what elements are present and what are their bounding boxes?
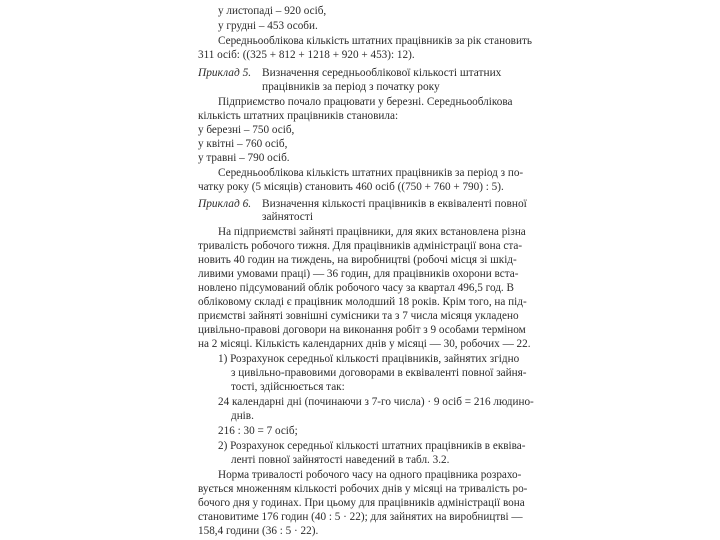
example-label: Приклад 6. bbox=[198, 198, 252, 210]
text-line: ливими умовами праці) — 36 годин, для працівників охорони вста- bbox=[198, 268, 519, 280]
example-title: Визначення середньооблікової кількості штатних bbox=[262, 67, 502, 79]
text-line: зайнятості bbox=[262, 211, 313, 223]
text-line: ленті повної зайнятості наведений в табл. 3.2. bbox=[231, 454, 450, 466]
text-line: Середньооблікова кількість штатних працівників за рік становить bbox=[218, 35, 532, 47]
text-line: у грудні – 453 особи. bbox=[218, 20, 318, 32]
text-line: Норма тривалості робочого часу на одного працівника розрахо- bbox=[218, 469, 522, 481]
list-item: 2) Розрахунок середньої кількості штатних працівників в еквіва- bbox=[218, 440, 526, 452]
text-line: обліковому складі є працівник молодший 18 років. Крім того, на під- bbox=[198, 296, 527, 308]
text-line: новить 40 годин на тиждень, на виробництві (робочі місця зі шкід- bbox=[198, 254, 517, 266]
text-line: 24 календарні дні (починаючи з 7-го числа) · 9 осіб = 216 людино- bbox=[218, 396, 534, 408]
example-label: Приклад 5. bbox=[198, 67, 252, 79]
text-line: На підприємстві зайняті працівники, для яких встановлена різна bbox=[218, 226, 526, 238]
text-line: 158,4 години (36 : 5 · 22). bbox=[198, 525, 319, 537]
text-line: у листопаді – 920 осіб, bbox=[218, 5, 327, 17]
text-line: тривалість робочого тижня. Для працівників адміністрації вона ста- bbox=[198, 240, 523, 252]
text-line: приємстві зайняті зовнішні сумісники та з 7 числа місяця укладено bbox=[198, 310, 519, 322]
text-line: днів. bbox=[231, 410, 254, 422]
text-line: з цивільно-правовими договорами в еквіваленті повної зайня- bbox=[231, 367, 527, 379]
list-item: 1) Розрахунок середньої кількості працівників, зайнятих згідно bbox=[218, 353, 520, 365]
example-6-heading bbox=[198, 198, 527, 211]
text-line: новлено підсумований облік робочого часу за квартал 496,5 год. В bbox=[198, 282, 514, 294]
text-line: становитиме 176 годин (40 : 5 · 22); для зайнятих на виробництві — bbox=[198, 511, 523, 523]
text-line: Середньооблікова кількість штатних працівників за період з по- bbox=[218, 167, 524, 179]
text-line: 216 : 30 = 7 осіб; bbox=[218, 425, 298, 437]
text-line: працівників за період з початку року bbox=[262, 81, 440, 93]
example-5-heading bbox=[198, 67, 501, 80]
example-title: Визначення кількості працівників в еквіваленті повної bbox=[262, 198, 527, 210]
text-line: бочого дня у годинах. При цьому для працівників адміністрації вона bbox=[198, 497, 525, 509]
text-line: цивільно-правові договори на виконання робіт з 9 особами терміном bbox=[198, 324, 526, 336]
text-line: у квітні – 760 осіб, bbox=[198, 138, 288, 150]
text-line: 311 осіб: ((325 + 812 + 1218 + 920 + 453): 12). bbox=[198, 49, 415, 61]
text-line: у травні – 790 осіб. bbox=[198, 152, 290, 164]
text-line: у березні – 750 осіб, bbox=[198, 124, 295, 136]
text-line: на 2 місяці. Кількість календарних днів у місяці — 30, робочих — 22. bbox=[198, 338, 531, 350]
text-line: чатку року (5 місяців) становить 460 осіб ((750 + 760 + 790) : 5). bbox=[198, 181, 504, 193]
text-line: кількість штатних працівників становила: bbox=[198, 110, 399, 122]
text-line: Підприємство почало працювати у березні. Середньооблікова bbox=[218, 96, 513, 108]
text-line: вується множенням кількості робочих днів у місяці на тривалість ро- bbox=[198, 483, 528, 495]
text-line: тості, здійснюється так: bbox=[231, 381, 345, 393]
